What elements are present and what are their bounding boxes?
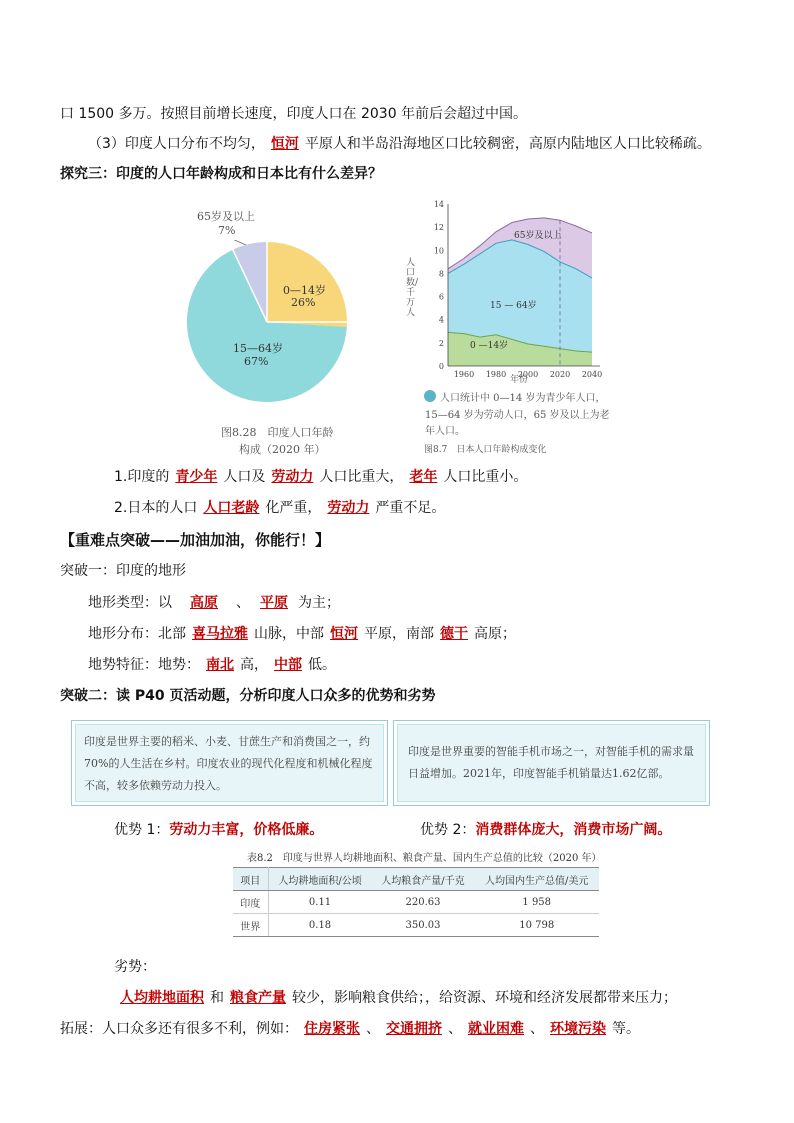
comparison-table	[233, 867, 599, 937]
terrain-distribution	[88, 624, 516, 644]
question-1	[114, 467, 527, 487]
table-header-cell: 人均耕地面积/公顷	[268, 868, 371, 891]
answer-housing: 住房紧张	[304, 1021, 360, 1037]
y-tick-label: 12	[433, 223, 444, 233]
disadvantage-line	[114, 988, 677, 1008]
text-line-distribution	[88, 134, 711, 154]
text-fragment: 、	[448, 1021, 462, 1037]
terrain-slope	[88, 655, 336, 675]
y-tick-label: 8	[438, 269, 444, 279]
y-tick-label: 10	[433, 246, 444, 256]
answer-advantage-2: 消费群体庞大，消费市场广阔。	[475, 822, 672, 838]
text-fragment: 较少，影响粮食供给；，给资源、环境和经济发展都带来压力；	[292, 990, 677, 1006]
text-fragment: 低。	[308, 657, 336, 673]
area-caption: 图8.7 日本人口年龄构成变化	[424, 445, 547, 455]
text-fragment: 2.日本的人口	[114, 500, 198, 516]
text-fragment: 优势 2：	[420, 822, 476, 838]
text-fragment: 等。	[612, 1021, 640, 1037]
x-tick-label: 1960	[453, 370, 475, 379]
answer-traffic: 交通拥挤	[386, 1021, 442, 1037]
x-tick-label: 1980	[485, 370, 507, 379]
answer-plateau: 高原	[190, 595, 218, 611]
pie-label-old-name: 65岁及以上	[197, 210, 255, 223]
text-fragment: 和	[210, 990, 224, 1006]
answer-advantage-1: 劳动力丰富，价格低廉。	[169, 822, 324, 838]
text-fragment: 人口比重小。	[443, 469, 528, 485]
table-cell: 350.03	[372, 914, 475, 937]
area-note-line2: 15—64 岁为劳动人口，65 岁及以上为老	[425, 410, 610, 421]
answer-ganges-plain: 恒河	[330, 626, 358, 642]
answer-labor-shortage: 劳动力	[327, 500, 370, 516]
answer-grain-output: 粮食产量	[230, 990, 286, 1006]
x-tick-label: 2040	[581, 370, 603, 379]
table-cell: 世界	[233, 914, 268, 937]
y-tick-label: 4	[438, 315, 444, 325]
text-fragment: 地形分布：北部	[88, 626, 186, 642]
answer-employment: 就业困难	[468, 1021, 524, 1037]
info-icon	[424, 390, 436, 402]
text-line-population: 口 1500 多万。按照目前增长速度，印度人口在 2030 年前后会超过中国。	[60, 106, 528, 122]
text-fragment: 高，	[240, 657, 268, 673]
area-y-axis-label: 人口数/千万人	[406, 258, 419, 318]
pie-label-young-value: 26%	[291, 296, 316, 309]
text-fragment: 化严重，	[265, 500, 322, 516]
answer-deccan: 德干	[440, 626, 468, 642]
disadvantage-label: 劣势：	[114, 959, 156, 975]
text-fragment: 、	[236, 595, 250, 611]
text-fragment: 拓展：人口众多还有很多不利，例如：	[60, 1021, 298, 1037]
advantage-2	[420, 820, 671, 840]
india-age-pie-chart	[185, 240, 350, 405]
answer-north-south: 南北	[206, 657, 234, 673]
table-header-row	[233, 868, 599, 891]
area-label-65plus: 65岁及以上	[514, 231, 562, 241]
y-tick-label: 14	[433, 200, 444, 209]
text-fragment: 地形类型：以	[88, 595, 172, 611]
answer-ganges: 恒河	[270, 136, 299, 152]
text-fragment: 严重不足。	[375, 500, 446, 516]
answer-elderly: 老年	[409, 469, 438, 485]
text-fragment: 、	[366, 1021, 380, 1037]
section-heading: 【重难点突破——加油加油，你能行！】	[60, 531, 331, 549]
text-fragment: （3）印度人口分布不均匀，	[88, 136, 265, 152]
table-cell: 印度	[233, 891, 268, 914]
pie-caption-line2: 构成（2020 年）	[239, 443, 326, 456]
table-header-cell: 人均粮食产量/千克	[372, 868, 475, 891]
pie-label-working-value: 67%	[244, 355, 269, 368]
terrain-type	[88, 593, 340, 613]
text-fragment: 、	[530, 1021, 544, 1037]
area-x-axis-label: 年份	[510, 375, 529, 385]
text-fragment: 山脉，中部	[254, 626, 324, 642]
text-fragment: 人口比重大，	[319, 469, 404, 485]
table-header-cell: 项目	[233, 868, 268, 891]
text-fragment: 人口及	[223, 469, 266, 485]
pie-label-young-name: 0—14岁	[283, 284, 326, 297]
text-fragment: 高原；	[474, 626, 516, 642]
x-tick-label: 2020	[549, 370, 571, 379]
question-2	[114, 498, 445, 518]
table-row	[233, 914, 599, 937]
pie-label-old-value: 7%	[218, 224, 236, 237]
table-cell: 220.63	[372, 891, 475, 914]
text-fragment: 优势 1：	[114, 822, 170, 838]
text-fragment: 为主；	[298, 595, 340, 611]
x-tick-label: 2000	[517, 370, 539, 379]
extension-line	[60, 1019, 640, 1039]
area-note-line1: 人口统计中 0—14 岁为青少年人口，	[440, 393, 606, 404]
answer-plain: 平原	[260, 595, 288, 611]
text-fragment: 1.印度的	[114, 469, 170, 485]
answer-labor: 劳动力	[271, 469, 314, 485]
area-label-15-64: 15 — 64岁	[490, 301, 537, 311]
table-cell: 0.11	[268, 891, 371, 914]
area-label-0-14: 0 —14岁	[470, 341, 509, 351]
y-tick-label: 0	[438, 362, 444, 371]
y-tick-label: 2	[438, 338, 444, 348]
breakthrough2-heading: 突破二：读 P40 页活动题，分析印度人口众多的优势和劣势	[60, 688, 436, 704]
answer-himalaya: 喜马拉雅	[192, 626, 248, 642]
japan-age-area-chart	[410, 196, 610, 386]
answer-arable-land: 人均耕地面积	[120, 990, 204, 1006]
table-row	[233, 891, 599, 914]
answer-middle: 中部	[274, 657, 302, 673]
info-box-agriculture	[71, 720, 388, 806]
info-box-smartphone	[393, 720, 710, 806]
area-note-line3: 年人口。	[425, 426, 465, 437]
pie-caption-line1: 图8.28 印度人口年龄	[221, 426, 334, 439]
answer-pollution: 环境污染	[550, 1021, 606, 1037]
y-tick-label: 6	[438, 292, 444, 302]
text-fragment: 平原，南部	[364, 626, 434, 642]
table-cell: 0.18	[268, 914, 371, 937]
table-caption: 表8.2 印度与世界人均耕地面积、粮食产量、国内生产总值的比较（2020 年）	[247, 853, 602, 864]
explore3-heading: 探究三：印度的人口年龄构成和日本比有什么差异？	[60, 166, 382, 182]
pie-label-working-name: 15—64岁	[233, 342, 283, 355]
text-fragment: 地势特征：地势：	[88, 657, 200, 673]
table-header-cell: 人均国内生产总值/美元	[474, 868, 599, 891]
text-fragment: 平原人和半岛沿海地区口比较稠密，高原内陆地区人口比较稀疏。	[304, 136, 711, 152]
table-cell: 1 958	[474, 891, 599, 914]
breakthrough1-heading: 突破一：印度的地形	[60, 563, 186, 579]
advantage-1	[114, 820, 323, 840]
info-box-agriculture-text: 印度是世界主要的稻米、小麦、甘蔗生产和消费国之一，约70%的人生活在乡村。印度农业的现代化程度和机械化程度不高，较多依赖劳动力投入。	[84, 735, 373, 792]
answer-aging: 人口老龄	[203, 500, 260, 516]
answer-youth: 青少年	[175, 469, 218, 485]
table-cell: 10 798	[474, 914, 599, 937]
info-box-smartphone-text: 印度是世界重要的智能手机市场之一，对智能手机的需求量日益增加。2021年，印度智能手机销量达1.62亿部。	[408, 745, 694, 780]
